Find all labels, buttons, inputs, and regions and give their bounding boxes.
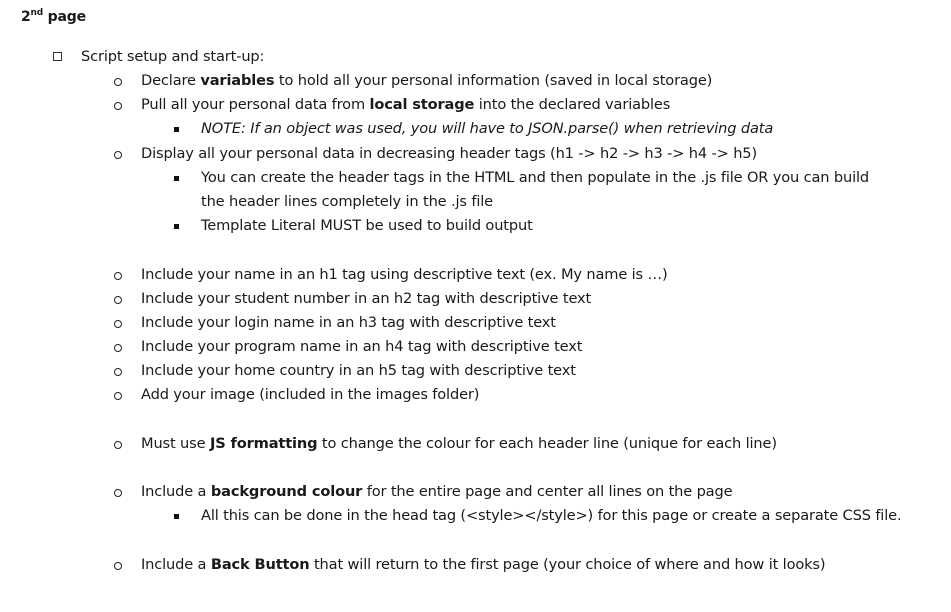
square-bullet-icon bbox=[174, 514, 179, 519]
list-item: Include your student number in an h2 tag with descriptive text bbox=[141, 290, 592, 307]
list-item: Include a background colour for the entire page and center all lines on the page bbox=[141, 483, 733, 500]
checkbox-bullet-icon bbox=[53, 52, 62, 61]
list-item: Must use JS formatting to change the colour for each header line (unique for each line) bbox=[141, 435, 777, 452]
circle-bullet-icon bbox=[114, 296, 122, 304]
sub-list-item: NOTE: If an object was used, you will have to JSON.parse() when retrieving data bbox=[201, 120, 774, 137]
circle-bullet-icon bbox=[114, 320, 122, 328]
list-item: Include your login name in an h3 tag with descriptive text bbox=[141, 314, 556, 331]
heading-superscript: nd bbox=[30, 8, 43, 18]
square-bullet-icon bbox=[174, 127, 179, 132]
list-item: Display all your personal data in decreasing header tags (h1 -> h2 -> h3 -> h4 -> h5) bbox=[141, 145, 757, 162]
list-item: Add your image (included in the images folder) bbox=[141, 386, 480, 403]
sub-list-item-continued: the header lines completely in the .js file bbox=[201, 193, 493, 210]
circle-bullet-icon bbox=[114, 392, 122, 400]
list-item: Include your program name in an h4 tag with descriptive text bbox=[141, 338, 583, 355]
circle-bullet-icon bbox=[114, 151, 122, 159]
circle-bullet-icon bbox=[114, 272, 122, 280]
list-item: Include your home country in an h5 tag with descriptive text bbox=[141, 362, 576, 379]
list-item: Declare variables to hold all your personal information (saved in local storage) bbox=[141, 72, 713, 89]
list-item: Include a Back Button that will return to the first page (your choice of where and how it looks) bbox=[141, 556, 826, 573]
circle-bullet-icon bbox=[114, 78, 122, 86]
circle-bullet-icon bbox=[114, 441, 122, 449]
list-item: Pull all your personal data from local storage into the declared variables bbox=[141, 96, 671, 113]
section-label: Script setup and start-up: bbox=[81, 48, 265, 65]
list-item: Include your name in an h1 tag using descriptive text (ex. My name is …) bbox=[141, 266, 668, 283]
page-heading: 2nd page bbox=[21, 8, 86, 25]
sub-list-item: Template Literal MUST be used to build output bbox=[201, 217, 533, 234]
circle-bullet-icon bbox=[114, 344, 122, 352]
sub-list-item: You can create the header tags in the HTML and then populate in the .js file OR you can build bbox=[201, 169, 870, 186]
square-bullet-icon bbox=[174, 176, 179, 181]
circle-bullet-icon bbox=[114, 562, 122, 570]
sub-list-item: All this can be done in the head tag (<style></style>) for this page or create a separate CSS file. bbox=[201, 507, 902, 524]
square-bullet-icon bbox=[174, 224, 179, 229]
circle-bullet-icon bbox=[114, 368, 122, 376]
circle-bullet-icon bbox=[114, 102, 122, 110]
circle-bullet-icon bbox=[114, 489, 122, 497]
